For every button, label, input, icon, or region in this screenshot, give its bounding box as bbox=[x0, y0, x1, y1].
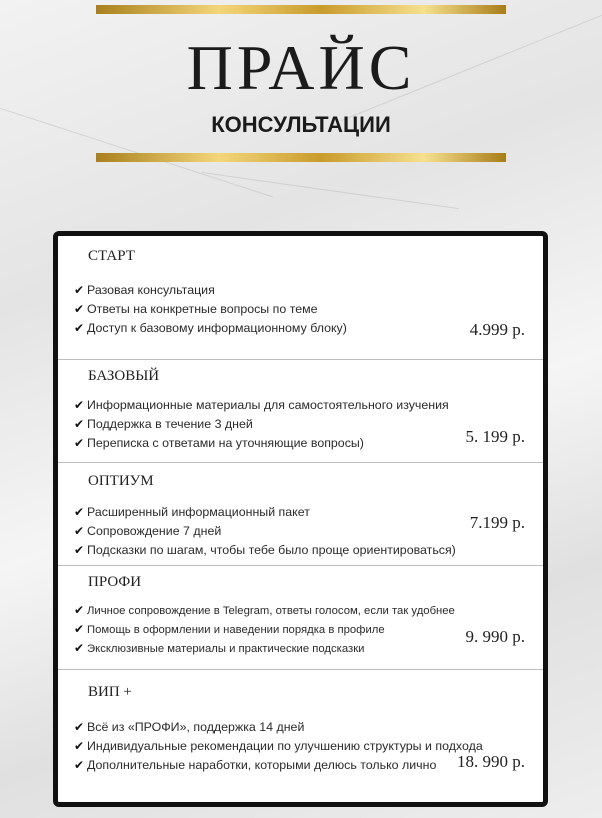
check-icon: ✔ bbox=[74, 720, 85, 734]
plan-optimum bbox=[58, 463, 543, 566]
page-subtitle: КОНСУЛЬТАЦИИ bbox=[211, 112, 391, 137]
plan-title: БАЗОВЫЙ bbox=[88, 368, 160, 384]
feature-item: ✔ Эксклюзивные материалы и практические подсказки bbox=[74, 641, 365, 655]
plan-features bbox=[74, 503, 456, 560]
check-icon: ✔ bbox=[74, 302, 85, 316]
feature-item: ✔ Сопровождение 7 дней bbox=[74, 522, 456, 541]
plan-features bbox=[74, 601, 455, 658]
check-icon: ✔ bbox=[74, 641, 85, 655]
feature-item: ✔ Подсказки по шагам, чтобы тебе было проще ориентироваться) bbox=[74, 541, 456, 560]
gold-divider-top bbox=[96, 5, 506, 14]
feature-item: ✔ Расширенный информационный пакет bbox=[74, 503, 456, 522]
feature-item: ✔ Ответы на конкретные вопросы по теме bbox=[74, 300, 347, 319]
check-icon: ✔ bbox=[74, 417, 85, 431]
feature-item: ✔ Информационные материалы для самостоятельного изучения bbox=[74, 396, 449, 415]
check-icon: ✔ bbox=[74, 543, 85, 557]
plan-vip bbox=[58, 670, 543, 802]
feature-item: ✔ Всё из «ПРОФИ», поддержка 14 дней bbox=[74, 718, 504, 737]
plan-title: ОПТИУМ bbox=[88, 473, 154, 489]
plan-features bbox=[74, 396, 449, 453]
plan-price: 7.199 р. bbox=[469, 513, 525, 532]
plan-title: ПРОФИ bbox=[88, 574, 142, 590]
plan-title: ВИП + bbox=[88, 684, 132, 700]
check-icon: ✔ bbox=[74, 758, 85, 772]
plan-price: 5. 199 р. bbox=[465, 427, 525, 446]
plan-price: 18. 990 р. bbox=[457, 752, 525, 771]
check-icon: ✔ bbox=[74, 436, 85, 450]
gold-divider-bottom bbox=[96, 153, 506, 162]
price-card bbox=[53, 231, 548, 807]
check-icon: ✔ bbox=[74, 398, 85, 412]
feature-item: ✔ Помощь в оформлении и наведении порядка в профиле bbox=[74, 622, 385, 636]
check-icon: ✔ bbox=[74, 622, 85, 636]
check-icon: ✔ bbox=[74, 603, 85, 617]
plan-features bbox=[74, 718, 504, 775]
feature-item: ✔ Разовая консультация bbox=[74, 281, 347, 300]
feature-item: ✔ Личное сопровождение в Telegram, ответы голосом, если так удобнее bbox=[74, 603, 455, 617]
check-icon: ✔ bbox=[74, 739, 85, 753]
feature-item: ✔ Дополнительные наработки, которыми делюсь только лично bbox=[74, 756, 504, 775]
check-icon: ✔ bbox=[74, 524, 85, 538]
check-icon: ✔ bbox=[74, 321, 85, 335]
check-icon: ✔ bbox=[74, 283, 85, 297]
feature-item: ✔ Переписка с ответами на уточняющие вопросы) bbox=[74, 434, 449, 453]
page-title: ПРАЙС bbox=[186, 32, 416, 103]
plan-price: 9. 990 р. bbox=[465, 627, 525, 646]
marble-texture bbox=[201, 172, 459, 209]
feature-item: ✔ Индивидуальные рекомендации по улучшению структуры и подхода bbox=[74, 737, 504, 756]
plan-profi bbox=[58, 566, 543, 670]
feature-item: ✔ Поддержка в течение 3 дней bbox=[74, 415, 449, 434]
feature-item: ✔ Доступ к базовому информационному блоку) bbox=[74, 319, 347, 338]
plan-price: 4.999 р. bbox=[469, 320, 525, 339]
plan-title: СТАРТ bbox=[88, 248, 135, 264]
plan-start bbox=[58, 236, 543, 360]
plan-basic bbox=[58, 360, 543, 463]
check-icon: ✔ bbox=[74, 505, 85, 519]
plan-features bbox=[74, 281, 347, 338]
